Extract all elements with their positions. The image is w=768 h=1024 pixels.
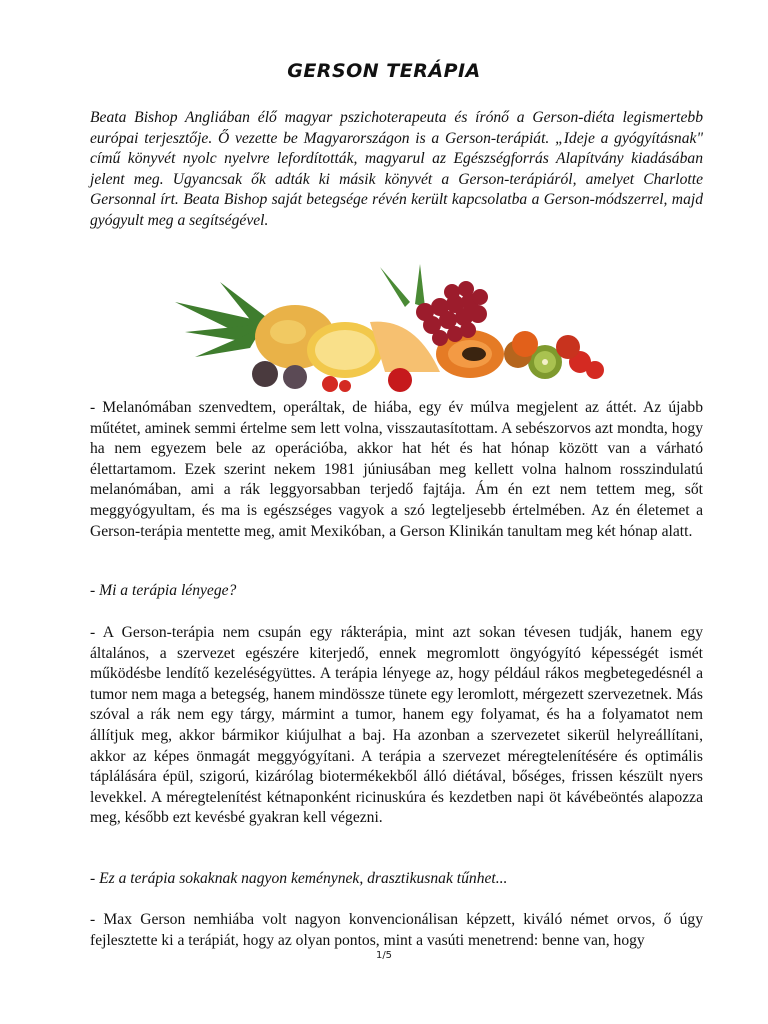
paragraph-1: - Melanómában szenvedtem, operáltak, de hiába, egy év múlva megjelent az áttét. Az újabb műtétet, aminek semmi értelme sem lett volna, visszautasítottam. A sebészorvos azt mondta, hogy ha nem egyezem bele az operációba, akkor hat hét és hat hónap között van a várható élettartamom. Ezek szerint nekem 1981 júniusában meg kellett volna halnom rosszindulatú melanómában, ami a rák leggyorsabban terjedő fajtája. Ám én ezt nem tettem meg, sőt meggyógyultam, és ma is egészséges vagyok a szó legteljesebb értelmében. Az én életemet a Gerson-terápia mentette meg, amit Mexikóban, a Gerson Klinikán tanultam meg két hónap alatt.	[90, 399, 703, 540]
paragraph-3: - Max Gerson nemhiába volt nagyon konvencionálisan képzett, kiváló német orvos, ő úgy fejlesztette ki a terápiát, hogy az olyan pontos, mint a vasúti menetrend: benne van, hogy	[90, 911, 703, 949]
paragraph-2: - A Gerson-terápia nem csupán egy rákterápia, mint azt sokan tévesen tudják, hanem egy általános, a szervezet egészére kiterjedő, ennek megromlott öngyógyító képességét ismét működésbe lendítő kezeléségyüttes. A terápia lényege az, hogy például rákos megbetegedésnél a tumor nem maga a betegség, hanem mindössze tünete egy leromlott, mérgezett szervezetnek. Más szóval a rák nem egy tárgy, mármint a tumor, hanem egy folyamat, és ha a folyamatot nem állítjuk meg, akkor bármikor kiújulhat a baj. Ha azonban a szervezetet sikerül helyreállítani, akkor az képes önmagát meggyógyítani. A terápia a szervezet méregtelenítésére és optimális táplálására épül, szigorú, kizárólag biotermékekből álló diétával, bőséges, frissen készült nyers levekkel. A méregtelenítést kétnaponként ricinuskúra és kezdetben napi öt kávébeöntés alapozza meg, később ezt kevésbé gyakran kell végezni.	[90, 624, 703, 827]
fruit-illustration	[170, 262, 620, 398]
question-1: - Mi a terápia lényege?	[90, 582, 237, 599]
page-title: GERSON TERÁPIA	[287, 60, 481, 82]
page-number: 1/5	[375, 950, 393, 961]
question-2: - Ez a terápia sokaknak nagyon keménynek, drasztikusnak tűnhet...	[90, 870, 508, 887]
intro-paragraph: Beata Bishop Angliában élő magyar pszichoterapeuta és írónő a Gerson-diéta legismertebb európai terjesztője. Ő vezette be Magyarországon is a Gerson-terápiát. „Ideje a gyógyításnak" című könyvét nyolc nyelvre lefordították, magyarul az Egészségforrás Alapítvány kiadásában jelent meg. Ugyancsak ők adták ki másik könyvét a Gerson-terápiáról, amelyet Charlotte Gersonnal írt. Beata Bishop saját betegsége révén került kapcsolatba a Gerson-módszerrel, majd gyógyult meg a segítségével.	[90, 109, 703, 229]
